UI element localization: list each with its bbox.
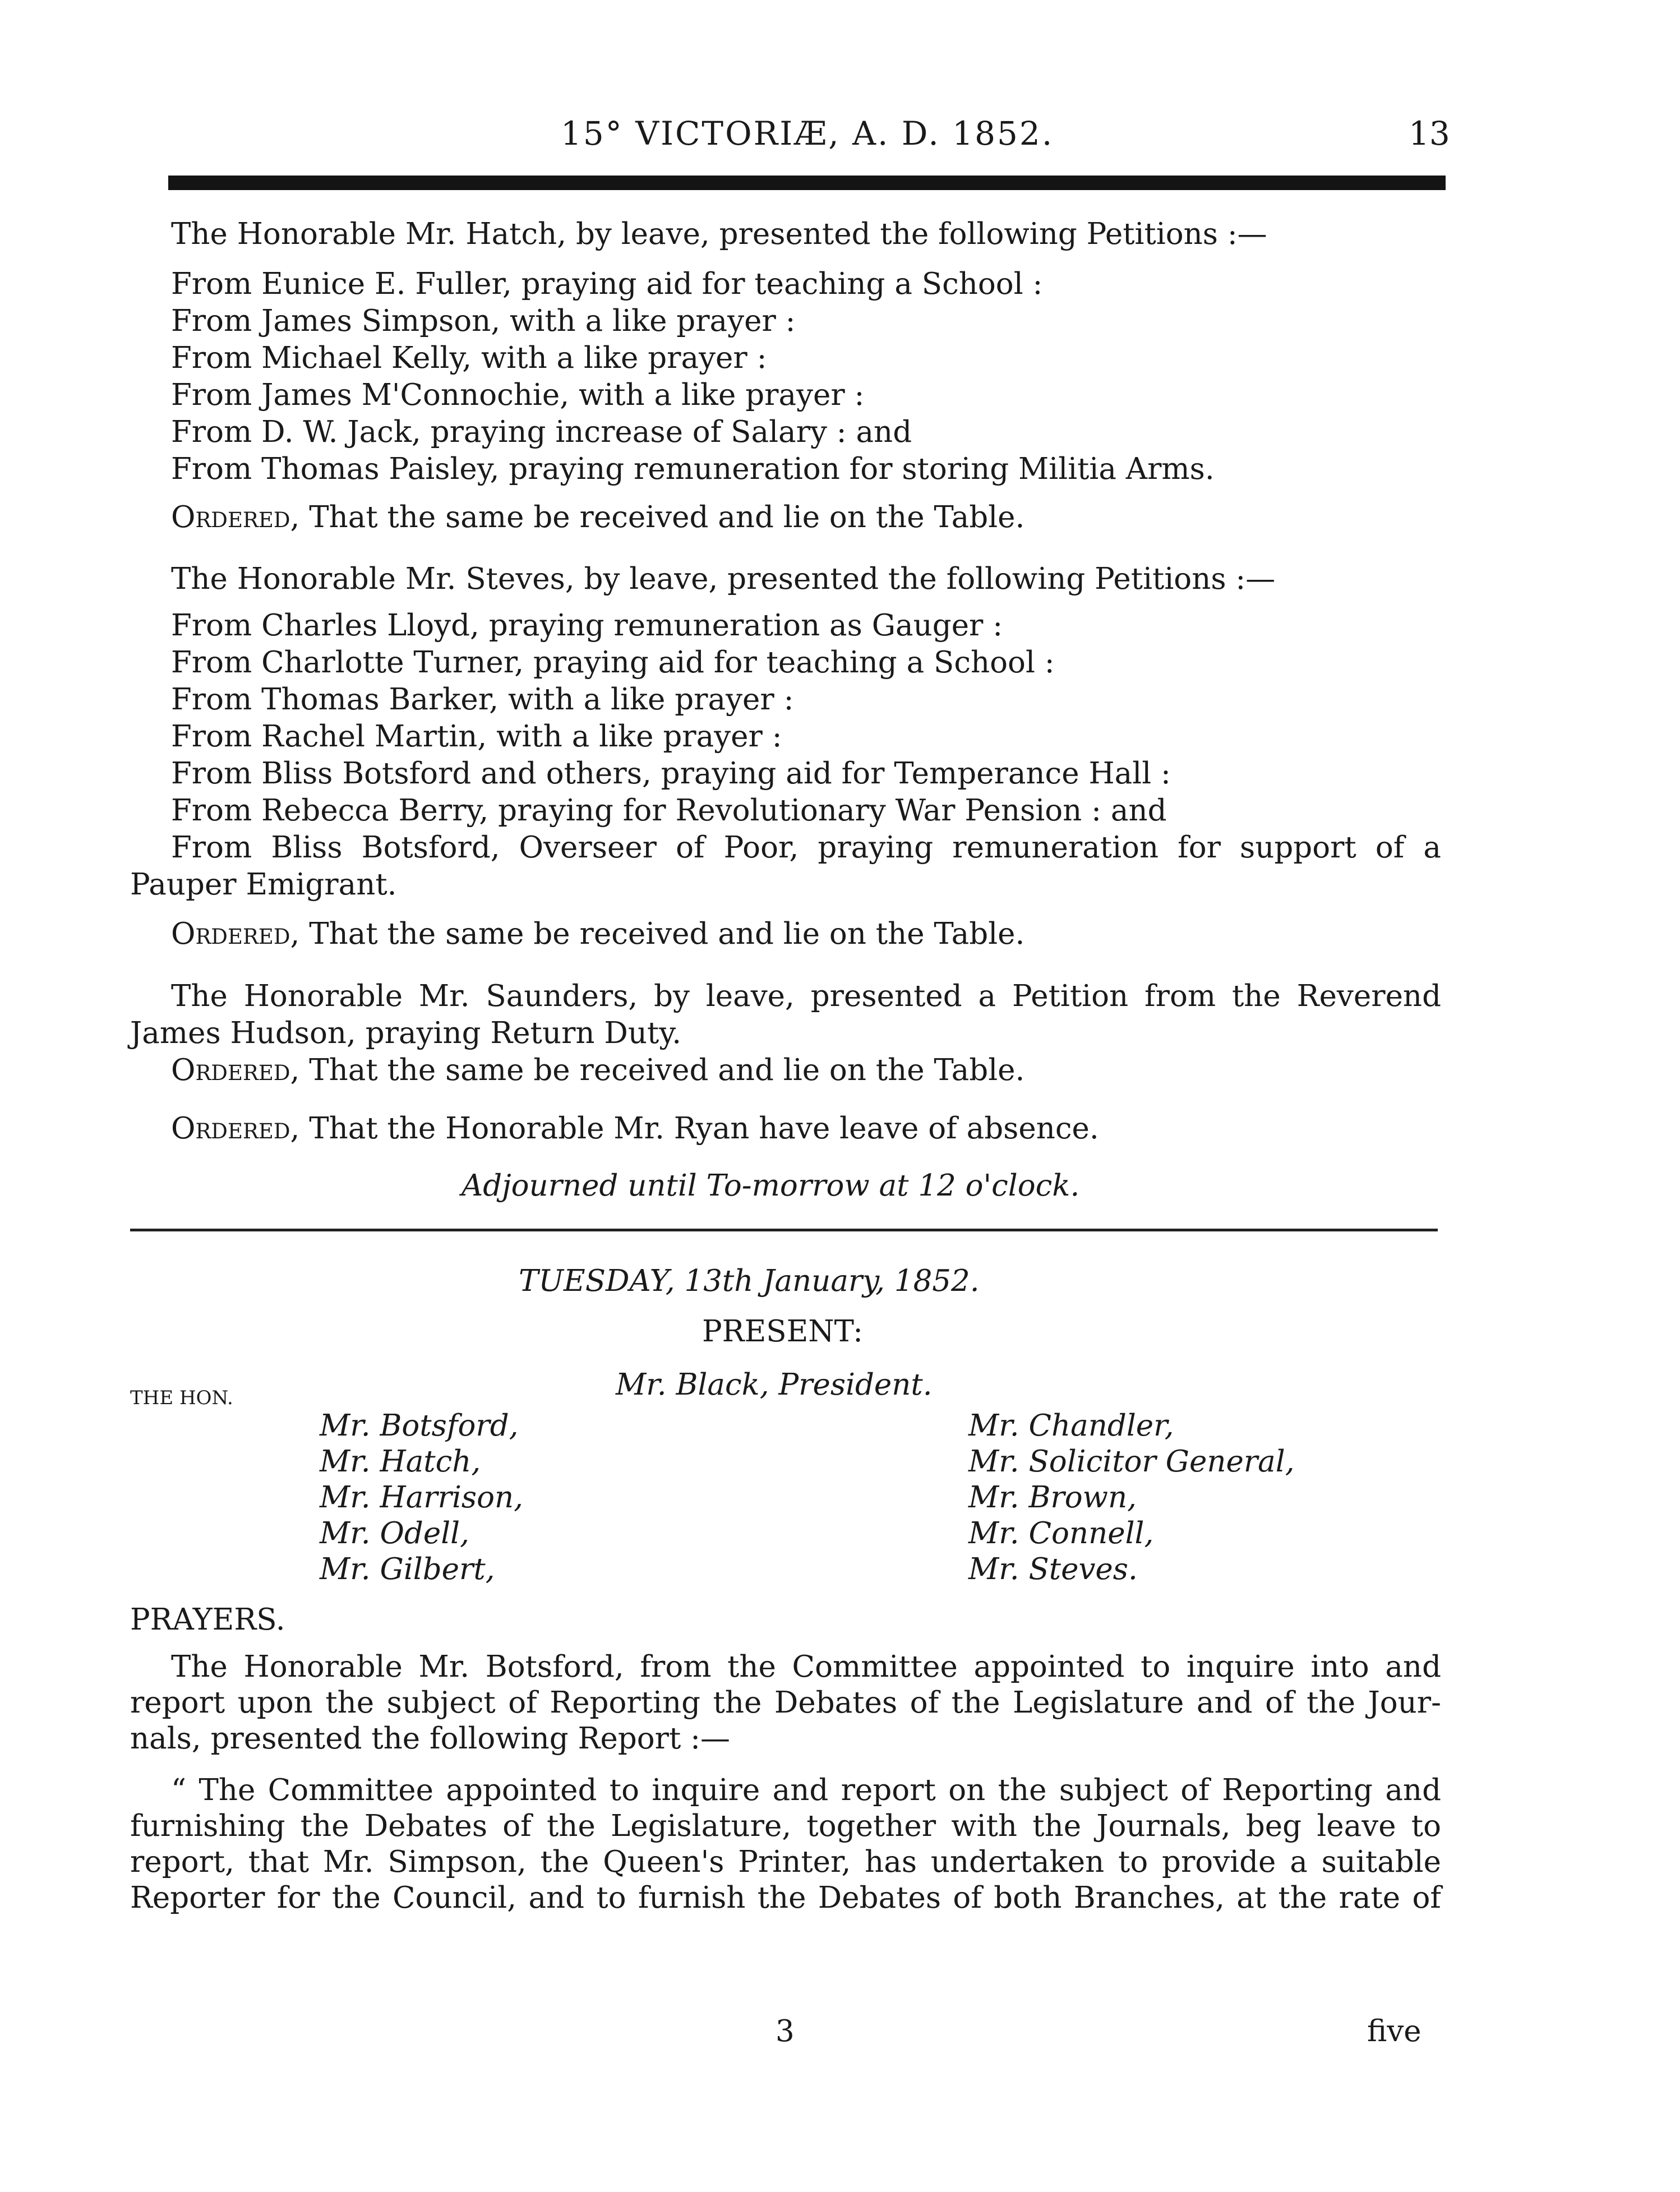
the-hon-label: THE HON.	[130, 1387, 233, 1409]
report-intro-line: nals, presented the following Report :—	[130, 1722, 730, 1756]
ordered-text: That the Honorable Mr. Ryan have leave of absence.	[309, 1111, 1099, 1146]
petition-line: From Bliss Botsford, Overseer of Poor, praying remuneration for support of a	[171, 830, 1441, 865]
ordered-text: That the same be received and lie on the Table.	[309, 500, 1025, 534]
signature-mark: 3	[776, 2014, 795, 2048]
ordered-word: Ordered,	[171, 1111, 300, 1146]
ordered-word: Ordered,	[171, 1053, 300, 1087]
member-left: Mr. Odell,	[320, 1516, 469, 1550]
member-right: Mr. Steves.	[968, 1552, 1138, 1586]
ordered-word: Ordered,	[171, 917, 300, 951]
catchword: five	[1367, 2014, 1421, 2048]
petition-line: From Thomas Paisley, praying remuneration for storing Militia Arms.	[171, 452, 1215, 486]
petition-line: From James Simpson, with a like prayer :	[171, 304, 796, 338]
petition-line: From Thomas Barker, with a like prayer :	[171, 682, 794, 717]
petition-line: From James M'Connochie, with a like prayer :	[171, 378, 865, 412]
running-header: 15° VICTORIÆ, A. D. 1852.	[561, 114, 1054, 153]
member-right: Mr. Connell,	[968, 1516, 1154, 1550]
member-left: Mr. Botsford,	[320, 1409, 519, 1443]
sitting-date: TUESDAY, 13th January, 1852.	[519, 1264, 980, 1298]
petition-line: From D. W. Jack, praying increase of Salary : and	[171, 415, 912, 449]
report-quote-line: furnishing the Debates of the Legislature, together with the Journals, beg leave to	[130, 1809, 1441, 1843]
hatch-petitions-intro: The Honorable Mr. Hatch, by leave, presented the following Petitions :—	[171, 217, 1267, 251]
member-left: Mr. Gilbert,	[320, 1552, 495, 1586]
prayers-heading: PRAYERS.	[130, 1603, 285, 1637]
member-right: Mr. Brown,	[968, 1480, 1137, 1515]
report-intro-line: report upon the subject of Reporting the Debates of the Legislature and of the Jour-	[130, 1686, 1441, 1720]
member-right: Mr. Chandler,	[968, 1409, 1174, 1443]
petition-line: From Charlotte Turner, praying aid for teaching a School :	[171, 645, 1055, 680]
ordered-paragraph	[171, 1052, 1024, 1089]
ordered-text: That the same be received and lie on the Table.	[309, 917, 1025, 951]
steves-petitions-intro: The Honorable Mr. Steves, by leave, presented the following Petitions :—	[171, 562, 1276, 596]
petition-line: From Bliss Botsford and others, praying aid for Temperance Hall :	[171, 756, 1171, 791]
page-number: 13	[1409, 114, 1450, 153]
petition-line: From Eunice E. Fuller, praying aid for teaching a School :	[171, 267, 1043, 301]
petition-line: From Rebecca Berry, praying for Revolutionary War Pension : and	[171, 793, 1167, 828]
petition-line: From Michael Kelly, with a like prayer :	[171, 341, 767, 375]
report-quote-line: Reporter for the Council, and to furnish the Debates of both Branches, at the rate of	[130, 1881, 1441, 1915]
member-right: Mr. Solicitor General,	[968, 1445, 1295, 1479]
petition-line: From Charles Lloyd, praying remuneration as Gauger :	[171, 608, 1003, 643]
ordered-paragraph	[171, 916, 1024, 953]
president-line: Mr. Black, President.	[616, 1368, 933, 1402]
report-intro-line: The Honorable Mr. Botsford, from the Committee appointed to inquire into and	[171, 1650, 1441, 1684]
ordered-paragraph	[171, 499, 1024, 536]
present-heading: PRESENT:	[702, 1314, 863, 1349]
ordered-text: That the same be received and lie on the Table.	[309, 1053, 1025, 1087]
petition-line-continued: Pauper Emigrant.	[130, 867, 397, 902]
saunders-petition-line: James Hudson, praying Return Duty.	[130, 1016, 682, 1050]
ordered-paragraph	[171, 1110, 1099, 1147]
report-quote-line: report, that Mr. Simpson, the Queen's Printer, has undertaken to provide a suitable	[130, 1845, 1441, 1879]
header-rule	[168, 176, 1446, 190]
report-quote-line: “ The Committee appointed to inquire and report on the subject of Reporting and	[171, 1773, 1441, 1807]
ordered-word: Ordered,	[171, 500, 300, 534]
member-left: Mr. Harrison,	[320, 1480, 524, 1515]
member-left: Mr. Hatch,	[320, 1445, 481, 1479]
saunders-petition-line: The Honorable Mr. Saunders, by leave, presented a Petition from the Reverend	[171, 979, 1441, 1013]
adjournment-line: Adjourned until To-morrow at 12 o'clock.	[461, 1169, 1080, 1203]
section-divider	[130, 1229, 1438, 1231]
petition-line: From Rachel Martin, with a like prayer :	[171, 719, 782, 754]
